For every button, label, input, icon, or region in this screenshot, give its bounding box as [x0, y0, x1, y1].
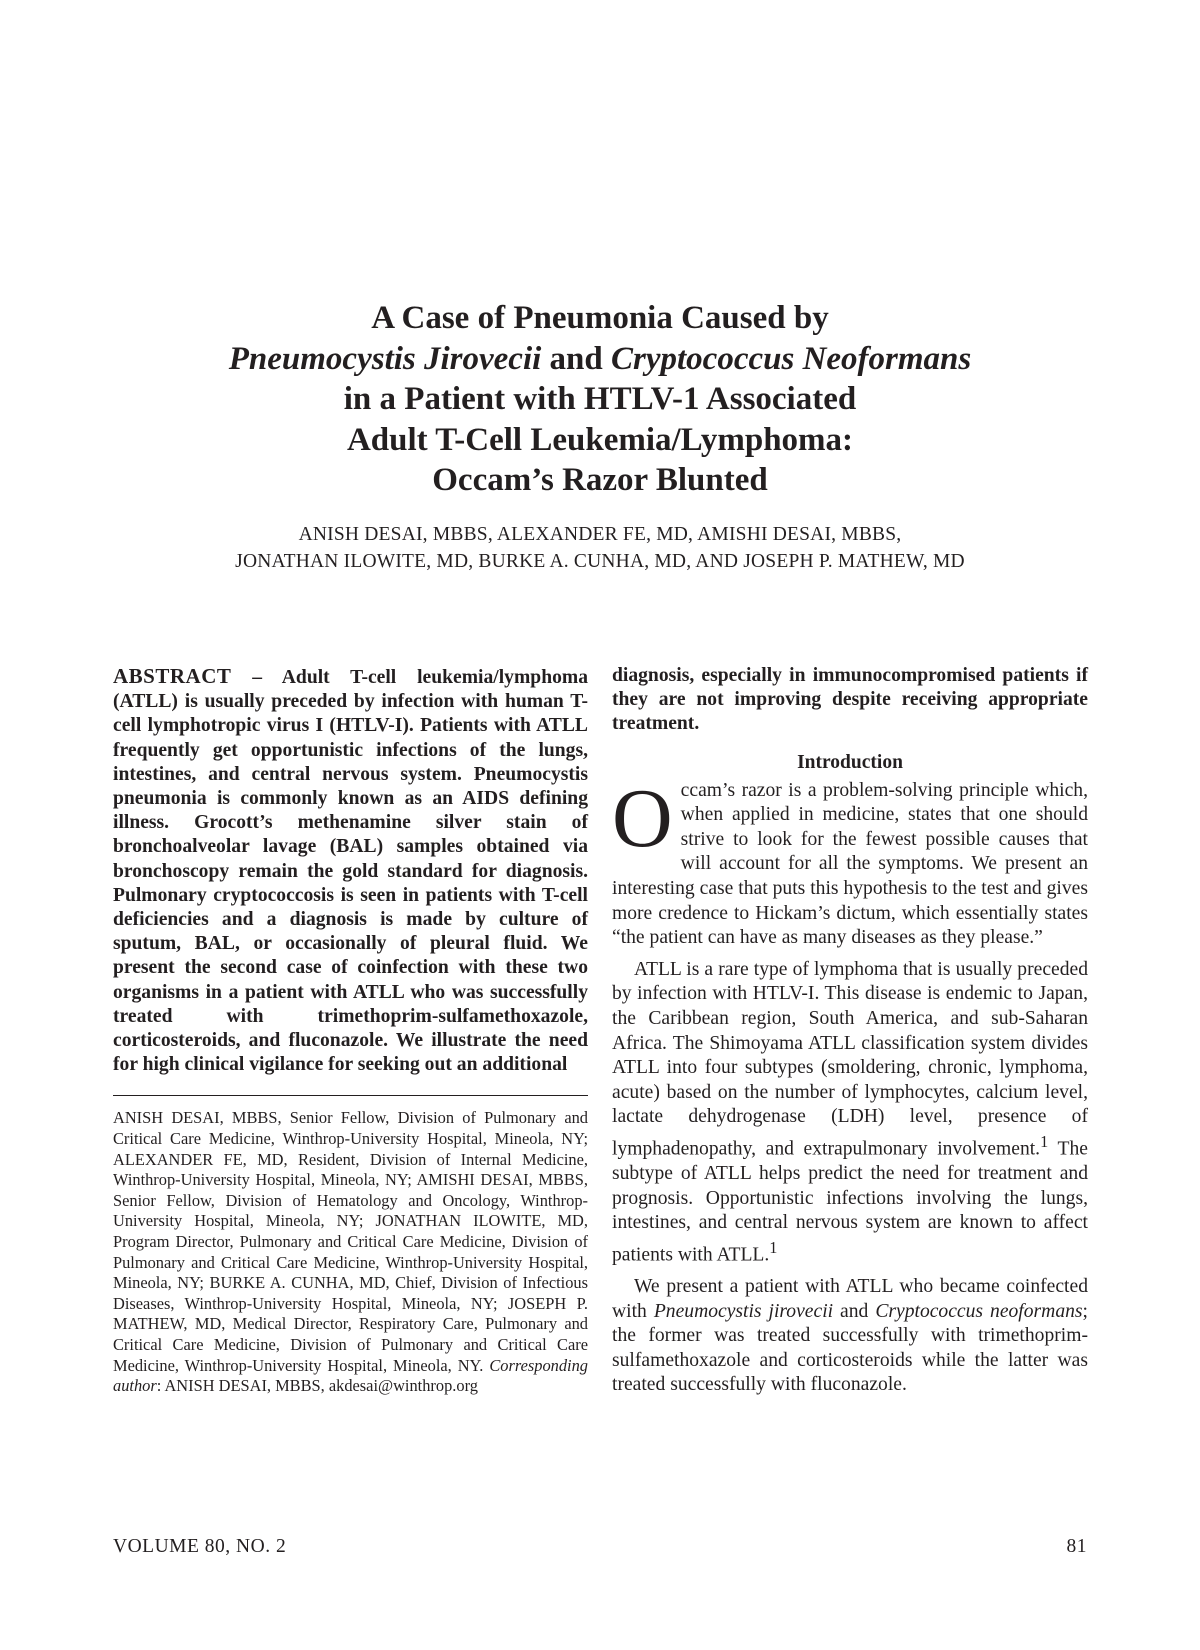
left-column — [113, 664, 588, 1397]
intro-paragraph-3-a: We present a patient with ATLL who became coinfected with — [612, 1275, 1088, 1322]
intro-paragraph-2-text: ATLL is a rare type of lymphoma that is usually preceded by infection with HTLV-I. This disease is endemic to Japan, the Caribbean region, South America, and sub-Saharan Africa. The Shimoyama ATLL classification system divides ATLL into four subtypes (smoldering, chronic, lymphoma, acute) based on the number of lymphocytes, calcium level, lactate dehydrogenase (LDH) level, presence of lymphadenopathy, and extrapulmonary involvement. — [612, 958, 1088, 1160]
organism-cryptococcus: Cryptococcus neoformans — [875, 1300, 1083, 1322]
affiliations-text: ANISH DESAI, MBBS, Senior Fellow, Division of Pulmonary and Critical Care Medicine, Winthrop-University Hospital, Mineola, NY; ALEXANDER FE, MD, Resident, Division of Internal Medicine, Winthrop-University Hospital, Mineola, NY; AMISHI DESAI, MBBS, Senior Fellow, Division of Hematology and Oncology, Winthrop-University Hospital, Mineola, NY; JONATHAN ILOWITE, MD, Program Director, Pulmonary and Critical Care Medicine, Division of Pulmonary and Critical Care Medicine, Winthrop-University Hospital, Mineola, NY; BURKE A. CUNHA, MD, Chief, Division of Infectious Diseases, Winthrop-University Hospital, Mineola, NY; JOSEPH P. MATHEW, MD, Medical Director, Respiratory Care, Pulmonary and Critical Care Medicine, Division of Pulmonary and Critical Care Medicine, Winthrop-University Hospital, Mineola, NY. — [113, 1108, 588, 1375]
author-affiliations — [113, 1108, 588, 1396]
abstract-continuation: diagnosis, especially in immunocompromised patients if they are not improving despite receiving appropriate treatment. — [612, 665, 1088, 735]
title-organism-1: Pneumocystis Jirovecii — [228, 340, 542, 377]
intro-paragraph-1 — [612, 771, 1088, 951]
title-line-3: in a Patient with HTLV-1 Associated — [343, 381, 857, 417]
corresponding-label: Corresponding author — [113, 1355, 588, 1396]
affiliation-divider — [113, 1095, 588, 1096]
volume-footer: VOLUME 80, NO. 2 — [113, 1536, 287, 1557]
intro-paragraph-1-text: ccam’s razor is a problem-solving principle which, when applied in medicine, states that one should strive to look for the fewest possible causes that will account for all the symptoms. We present an interesting case that puts this hypothesis to the test and gives more credence to Hickam’s dictum, which essentially states “the patient can have as many diseases as they please.” — [612, 779, 1088, 949]
page-number: 81 — [1066, 1536, 1087, 1557]
organism-pneumocystis: Pneumocystis jirovecii — [653, 1300, 834, 1322]
intro-paragraph-3-b: and — [833, 1300, 876, 1322]
introduction-heading: Introduction — [797, 751, 903, 773]
title-conjunction: and — [541, 340, 612, 377]
right-column — [612, 664, 1088, 1398]
abstract-text: Adult T-cell leukemia/lymphoma (ATLL) is usually preceded by infection with human T-cell lymphotropic virus I (HTLV-I). Patients with ATLL frequently get opportunistic infections of the lungs, intestines, and central nervous system. Pneumocystis pneumonia is commonly known as an AIDS defining illness. Grocott’s methenamine silver stain of bronchoalveolar lavage (BAL) samples obtained via bronchoscopy remain the gold standard for diagnosis. Pulmonary cryptococcosis is seen in patients with T-cell deficiencies and a diagnosis is made by culture of sputum, BAL, or occasionally of pleural fluid. We present the second case of coinfection with these two organisms in a patient with ATLL who was successfully treated with trimethoprim-sulfamethoxazole, corticosteroids, and fluconazole. We illustrate the need for high clinical vigilance for seeking out an additional — [113, 667, 589, 1076]
reference-1: 1 — [1040, 1131, 1049, 1151]
abstract — [113, 664, 588, 1077]
title-line-2 — [110, 339, 1090, 380]
intro-paragraph-3 — [612, 1275, 1088, 1398]
author-list — [110, 521, 1090, 575]
article-title — [110, 298, 1090, 501]
intro-paragraph-2 — [612, 958, 1088, 1268]
title-line-4: Adult T-Cell Leukemia/Lymphoma: — [346, 421, 854, 458]
intro-paragraph-2-text-b: The subtype of ATLL helps predict the need for treatment and prognosis. Opportunistic infections involving the lungs, intestines, and central nervous system are known to affect patients with ATLL. — [612, 1138, 1088, 1266]
title-line-5: Occam’s Razor Blunted — [432, 462, 768, 498]
drop-cap: O — [612, 771, 673, 865]
abstract-dash: – — [231, 667, 282, 688]
title-line-1: A Case of Pneumonia Caused by — [371, 300, 829, 336]
reference-1b: 1 — [769, 1237, 778, 1257]
intro-paragraph-3-c: ; the former was treated successfully with trimethoprim-sulfamethoxazole and corticosteroids while the latter was treated successfully with fluconazole. — [612, 1300, 1088, 1396]
abstract-label: ABSTRACT — [113, 664, 232, 688]
title-organism-2: Cryptococcus Neoformans — [611, 340, 972, 377]
authors-line-1: ANISH DESAI, MBBS, ALEXANDER FE, MD, AMISHI DESAI, MBBS, — [298, 524, 902, 545]
authors-line-2: JONATHAN ILOWITE, MD, BURKE A. CUNHA, MD, AND JOSEPH P. MATHEW, MD — [235, 551, 965, 572]
corresponding-author: : ANISH DESAI, MBBS, akdesai@winthrop.org — [156, 1376, 478, 1396]
